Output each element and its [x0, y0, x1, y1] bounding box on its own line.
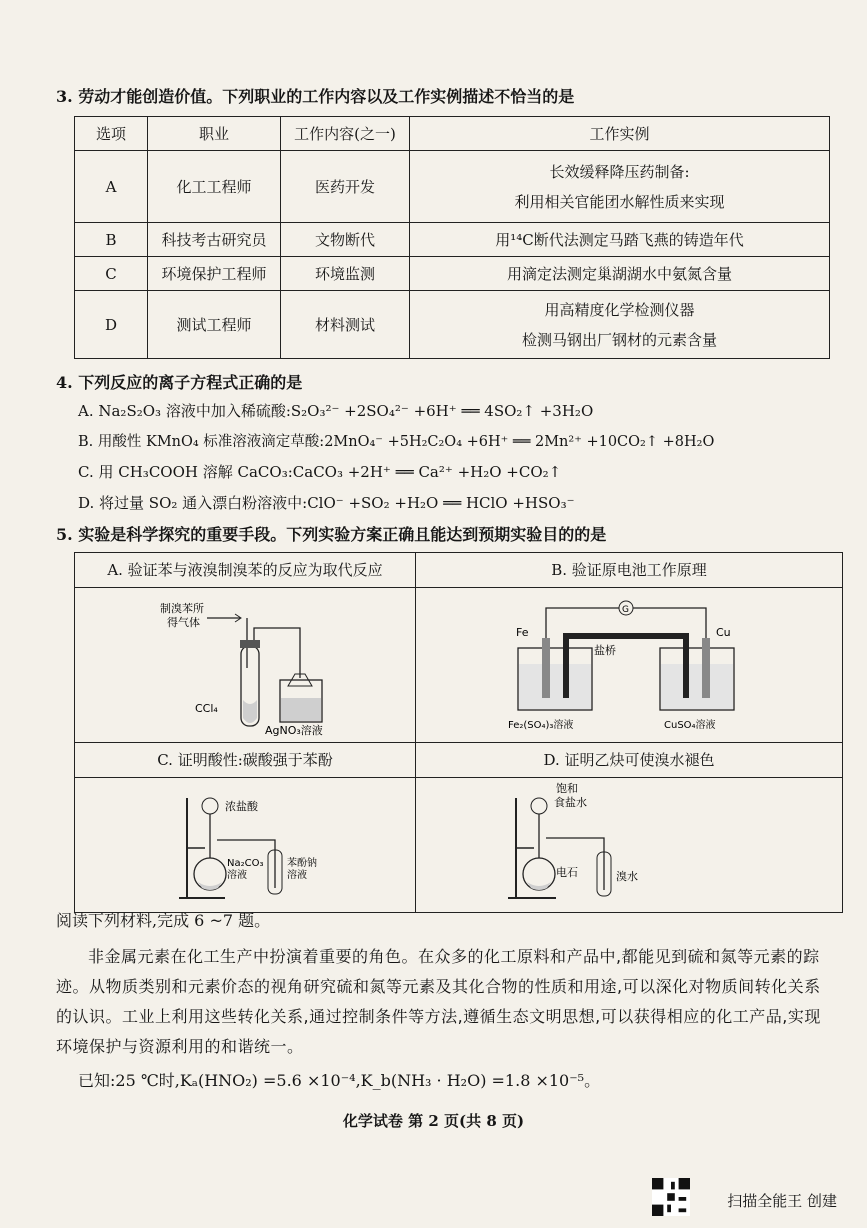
label: 得气体: [167, 616, 200, 629]
apparatus-d-diagram: [416, 778, 842, 908]
label: 苯酚钠: [287, 858, 317, 869]
page-footer: 化学试卷 第 2 页(共 8 页): [342, 1112, 525, 1130]
qr-code-icon: [652, 1178, 690, 1216]
option-d-cell: [416, 743, 843, 913]
label: 溶液: [287, 870, 307, 881]
q4-option-a: A. Na₂S₂O₃ 溶液中加入稀硫酸:S₂O₃²⁻ +2SO₄²⁻ +6H⁺ ══ 4SO₂↑ +3H₂O: [78, 402, 594, 420]
galvanometer-icon: G: [622, 605, 629, 615]
label: AgNO₃溶液: [265, 724, 323, 737]
label: 盐桥: [594, 644, 616, 657]
material-paragraph: 非金属元素在化工生产中扮演着重要的角色。在众多的化工原料和产品中,都能见到硫和氮等元素的踪迹。从物质类别和元素价态的视角研究硫和氮等元素及其化合物的性质和用途,可以深化对物质间转化关系的认识。工业上利用这些转化关系,通过控制条件等方法,遵循生态文明思想,可以获得相应的化工产品,实现环境保护与资源利用的和谐统一。: [56, 947, 821, 1056]
option-a-cell: [75, 553, 416, 743]
label: Fe: [516, 626, 529, 639]
table-cell: C: [75, 257, 148, 291]
option-b-cell: [416, 553, 843, 743]
table-row: [75, 223, 830, 257]
table-row: [75, 257, 830, 291]
q3-title: 3. 劳动才能创造价值。下列职业的工作内容以及工作实例描述不恰当的是: [56, 87, 575, 106]
table-cell: D: [75, 291, 148, 359]
q4-title: 4. 下列反应的离子方程式正确的是: [56, 373, 303, 392]
label: 电石: [556, 866, 578, 879]
option-b-title: B. 验证原电池工作原理: [416, 553, 842, 588]
apparatus-b-diagram: [416, 588, 842, 738]
apparatus-c-diagram: [75, 778, 415, 908]
table-cell: 医药开发: [281, 151, 410, 223]
table-cell: B: [75, 223, 148, 257]
q3-table: [74, 116, 830, 359]
table-cell: 材料测试: [281, 291, 410, 359]
table-cell: 环境监测: [281, 257, 410, 291]
table-header: 选项: [75, 117, 148, 151]
table-cell: 化工工程师: [148, 151, 281, 223]
table-cell: [410, 291, 830, 359]
table-header: 工作实例: [410, 117, 830, 151]
label: 饱和: [556, 782, 578, 795]
table-cell: 环境保护工程师: [148, 257, 281, 291]
apparatus-a-diagram: [75, 588, 415, 738]
q5-table: [74, 552, 843, 913]
q5-title: 5. 实验是科学探究的重要手段。下列实验方案正确且能达到预期实验目的的是: [56, 525, 607, 544]
example-line: 长效缓释降压药制备:: [549, 162, 690, 181]
q4-option-b: B. 用酸性 KMnO₄ 标准溶液滴定草酸:2MnO₄⁻ +5H₂C₂O₄ +6H⁺ ══ 2Mn²⁺ +10CO₂↑ +8H₂O: [78, 434, 715, 450]
scanner-watermark: 扫描全能王 创建: [727, 1192, 837, 1210]
table-cell: [410, 151, 830, 223]
label: Cu: [716, 626, 731, 639]
q4-option-d: D. 将过量 SO₂ 通入漂白粉溶液中:ClO⁻ +SO₂ +H₂O ══ HClO +HSO₃⁻: [78, 494, 575, 512]
table-row: [75, 151, 830, 223]
option-c-cell: [75, 743, 416, 913]
label: 制溴苯所: [160, 602, 204, 615]
table-cell: 科技考古研究员: [148, 223, 281, 257]
known-constants: 已知:25 ℃时,Kₐ(HNO₂) =5.6 ×10⁻⁴,K_b(NH₃ · H₂O) =1.8 ×10⁻⁵。: [78, 1071, 601, 1090]
table-cell: A: [75, 151, 148, 223]
label: Na₂CO₃: [227, 858, 264, 869]
label: 溶液: [227, 870, 247, 881]
table-cell: 用¹⁴C断代法测定马踏飞燕的铸造年代: [410, 223, 830, 257]
table-cell: 测试工程师: [148, 291, 281, 359]
label: Fe₂(SO₄)₃溶液: [508, 720, 574, 731]
q4-option-c: C. 用 CH₃COOH 溶解 CaCO₃:CaCO₃ +2H⁺ ══ Ca²⁺ +H₂O +CO₂↑: [78, 463, 562, 481]
table-cell: 用滴定法测定巢湖湖水中氨氮含量: [410, 257, 830, 291]
label: CuSO₄溶液: [664, 720, 716, 731]
option-d-title: D. 证明乙炔可使溴水褪色: [416, 743, 842, 778]
table-row: [75, 291, 830, 359]
label: CCl₄: [195, 702, 218, 715]
table-header: 工作内容(之一): [281, 117, 410, 151]
material-intro: 阅读下列材料,完成 6 ~7 题。: [56, 911, 271, 930]
label: 食盐水: [554, 796, 587, 809]
example-line: 利用相关官能团水解性质来实现: [514, 192, 725, 211]
table-header: 职业: [148, 117, 281, 151]
option-a-title: A. 验证苯与液溴制溴苯的反应为取代反应: [75, 553, 415, 588]
table-cell: 文物断代: [281, 223, 410, 257]
label: 溴水: [616, 870, 638, 883]
example-line: 检测马钢出厂钢材的元素含量: [521, 330, 717, 349]
label: 浓盐酸: [225, 800, 258, 813]
example-line: 用高精度化学检测仪器: [544, 300, 695, 319]
option-c-title: C. 证明酸性:碳酸强于苯酚: [75, 743, 415, 778]
